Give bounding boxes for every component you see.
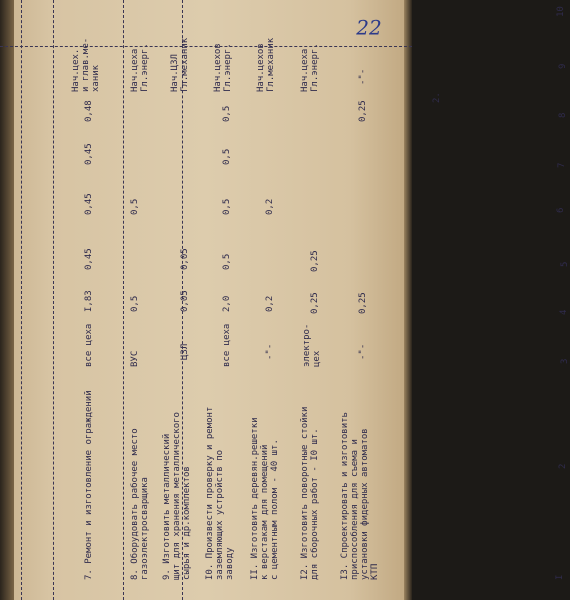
row-10-col8: 0,5 xyxy=(222,105,232,122)
row-10-col3: все цеха xyxy=(222,323,232,367)
column-number: 10 xyxy=(556,6,566,17)
column-divider xyxy=(53,0,54,600)
row-10-col4: 2,0 xyxy=(222,295,232,312)
row-7-col7: 0,45 xyxy=(84,143,94,165)
row-13-col4: 0,25 xyxy=(358,292,368,314)
column-number: 7 xyxy=(557,162,567,168)
row-7-col3: все цеха xyxy=(84,323,94,367)
row-12-col4: 0,25 xyxy=(310,292,320,314)
row-9-col4: 0,05 xyxy=(180,290,190,312)
row-13-col3: -"- xyxy=(358,343,368,360)
column-divider xyxy=(123,0,124,600)
row-12-col5: 0,25 xyxy=(310,250,320,272)
column-number: 3 xyxy=(560,358,570,364)
sheet-marker: 2. xyxy=(432,92,442,103)
row-11-col9: Нач.цехов Гл.механик xyxy=(256,37,276,92)
column-number: 9 xyxy=(558,63,568,69)
row-9-col5: 0,05 xyxy=(180,248,190,270)
row-10-col9: Нач.цехов Гл.энерг. xyxy=(213,43,233,92)
row-10-col6: 0,5 xyxy=(222,198,232,215)
column-number: I xyxy=(555,574,565,580)
column-number: 4 xyxy=(559,309,569,315)
row-13-col9: -"- xyxy=(358,68,368,85)
row-7-col9: Нач.цех. и глав.ме- ханик xyxy=(71,37,101,92)
row-10-col5: 0,5 xyxy=(222,253,232,270)
column-number: 8 xyxy=(558,112,568,118)
handwritten-page-number: 22 xyxy=(356,15,382,40)
row-10-description: I0. Произвести проверку и ремонт заземляющих устройств по заводу xyxy=(205,406,235,580)
row-7-col5: 0,45 xyxy=(84,248,94,270)
row-7-description: 7. Ремонт и изготовление ограждений xyxy=(84,390,94,580)
row-7-col4: I,83 xyxy=(84,290,94,312)
row-8-col3: ВУС xyxy=(130,350,140,367)
header-rule xyxy=(21,0,22,600)
row-8-col6: 0,5 xyxy=(130,198,140,215)
row-12-col9: Нач.цеха Гл.энерг. xyxy=(300,43,320,92)
row-7-col8: 0,48 xyxy=(84,100,94,122)
column-divider xyxy=(0,46,412,47)
column-number: 5 xyxy=(560,261,570,267)
row-8-description: 8. Оборудовать рабочее место газоэлектросварщика xyxy=(130,428,150,580)
row-9-description: 9. Изготовить металлический щит для хранения металлического сырья и др.комплектов xyxy=(162,412,192,580)
row-11-description: II. Изготовить деревян.решетки к верстакам для помещений с цементным полом - 40 шт. xyxy=(250,417,280,580)
row-13-description: I3. Спроектировать и изготовить приспособления для съема и установки фидерных автоматов КТП xyxy=(340,412,380,580)
row-8-col4: 0,5 xyxy=(130,295,140,312)
row-12-description: I2. Изготовить поворотные стойки для сборочных работ - I0 шт. xyxy=(300,406,320,580)
row-8-col9: Нач.цеха Гл.энерг. xyxy=(130,43,150,92)
row-11-col4: 0,2 xyxy=(265,295,275,312)
row-12-col3: электро- цех xyxy=(302,323,322,367)
column-number: 6 xyxy=(556,207,566,213)
row-10-col7: 0,5 xyxy=(222,148,232,165)
row-7-col6: 0,45 xyxy=(84,193,94,215)
row-11-col6: 0,2 xyxy=(265,198,275,215)
row-13-col8: 0,25 xyxy=(358,100,368,122)
column-number: 2 xyxy=(558,463,568,469)
row-9-col3: ЦЗЛ xyxy=(180,343,190,360)
row-9-col9: Нач.ЦЗЛ Гл.механик xyxy=(170,37,190,92)
row-11-col3: -"- xyxy=(265,343,275,360)
